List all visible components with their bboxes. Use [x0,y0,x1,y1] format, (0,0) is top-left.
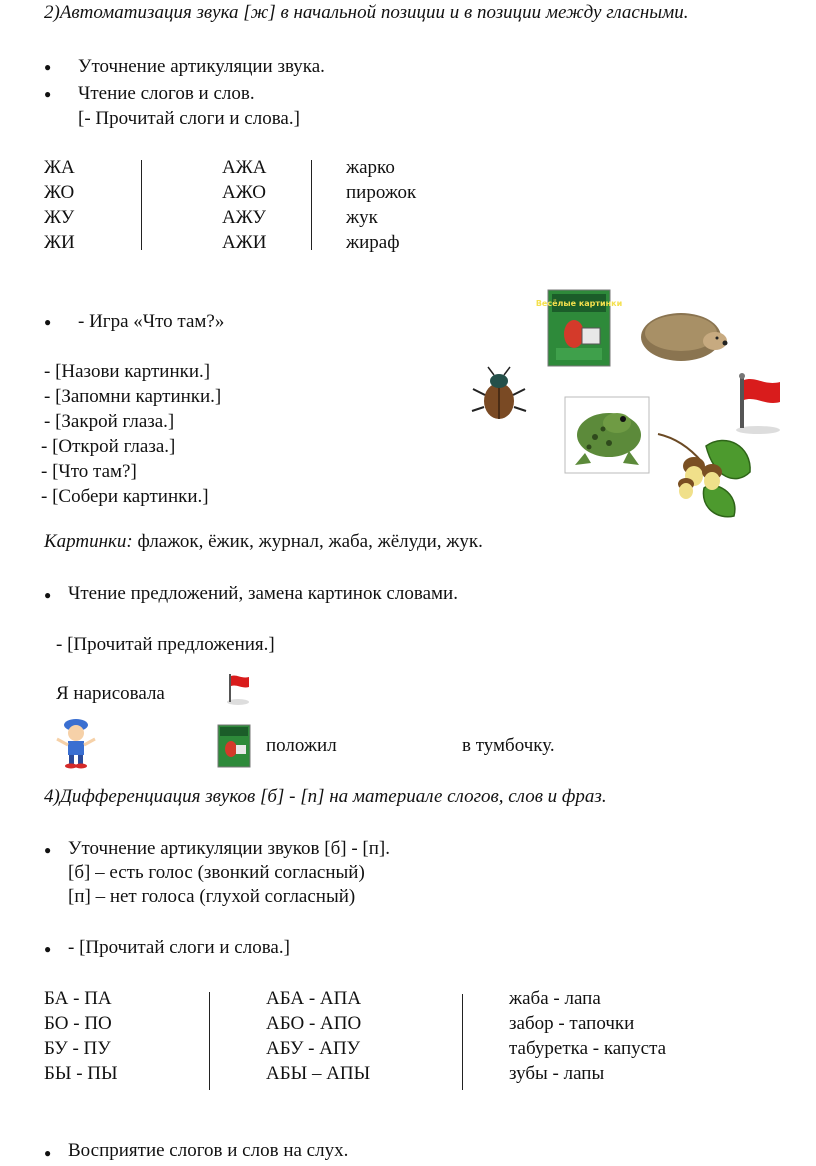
game-step: - [Что там?] [41,461,137,482]
table-cell: БА - ПА [44,988,112,1009]
bullet-dot: ● [44,588,52,602]
articulation-bp: Уточнение артикуляции звуков [б] - [п]. [68,838,390,859]
table-cell: жарко [346,157,395,178]
pictures-line [44,531,483,553]
table-cell: БЫ - ПЫ [44,1063,118,1084]
game-title: - Игра «Что там?» [78,311,225,332]
table-cell: ЖО [44,182,75,203]
section-heading-2: 2)Автоматизация звука [ж] в начальной позиции и в позиции между гласными. [44,2,689,23]
sentence-1: Я нарисовала [56,683,165,704]
bullet-dot: ● [44,1146,52,1160]
pictures-list: флажок, ёжик, журнал, жаба, жёлуди, жук. [132,531,483,552]
instruction-read-bp: - [Прочитай слоги и слова.] [68,937,290,958]
table-cell: жук [346,207,378,228]
magazine-icon [535,290,623,366]
bullet-dot: ● [44,843,52,857]
column-divider [311,160,312,250]
column-divider [462,994,463,1090]
flag-icon [734,372,786,436]
boy-icon [54,717,98,769]
listening-bullet: Восприятие слогов и слов на слух. [68,1140,349,1161]
instruction-read: [- Прочитай слоги и слова.] [78,108,300,129]
table-cell: БУ - ПУ [44,1038,111,1059]
game-step: - [Открой глаза.] [41,436,176,457]
sentence-2-verb: положил [266,735,337,756]
column-divider [141,160,142,250]
table-cell: БО - ПО [44,1013,112,1034]
magazine-icon [218,725,250,767]
bullet-dot: ● [44,60,52,74]
table-cell: зубы - лапы [509,1063,605,1084]
table-cell: АБУ - АПУ [266,1038,361,1059]
table-cell: ЖУ [44,207,75,228]
acorns-icon [656,428,756,520]
bullet-reading: Чтение слогов и слов. [78,83,255,104]
table-cell: АБО - АПО [266,1013,362,1034]
bullet-dot: ● [44,87,52,101]
table-cell: АЖО [222,182,266,203]
game-step: - [Собери картинки.] [41,486,209,507]
game-step: - [Запомни картинки.] [44,386,222,407]
table-cell: АБЫ – АПЫ [266,1063,371,1084]
beetle-icon [470,365,528,423]
reading-instruction: - [Прочитай предложения.] [56,634,275,655]
game-step: - [Закрой глаза.] [44,411,175,432]
toad-icon [565,397,649,473]
table-cell: АЖИ [222,232,267,253]
table-cell: жираф [346,232,400,253]
table-cell: АЖУ [222,207,266,228]
table-cell: ЖА [44,157,75,178]
pictures-label: Картинки: [44,531,133,552]
game-step: - [Назови картинки.] [44,361,211,382]
bullet-dot: ● [44,942,52,956]
table-cell: жаба - лапа [509,988,601,1009]
sentence-2-end: в тумбочку. [462,735,555,756]
hedgehog-icon [637,303,729,365]
line-b-voiced: [б] – есть голос (звонкий согласный) [68,862,365,883]
table-cell: табуретка - капуста [509,1038,667,1059]
line-p-voiceless: [п] – нет голоса (глухой согласный) [68,886,356,907]
table-cell: ЖИ [44,232,75,253]
table-cell: забор - тапочки [509,1013,635,1034]
table-cell: АЖА [222,157,267,178]
section-heading-4: 4)Дифференциация звуков [б] - [п] на материале слогов, слов и фраз. [44,786,607,807]
column-divider [209,992,210,1090]
flag-icon [226,672,252,706]
table-cell: пирожок [346,182,417,203]
bullet-dot: ● [44,315,52,329]
reading-bullet: Чтение предложений, замена картинок словами. [68,583,458,604]
magazine-title: Весёлые картинки [535,299,623,308]
bullet-articulation: Уточнение артикуляции звука. [78,56,325,77]
table-cell: АБА - АПА [266,988,362,1009]
